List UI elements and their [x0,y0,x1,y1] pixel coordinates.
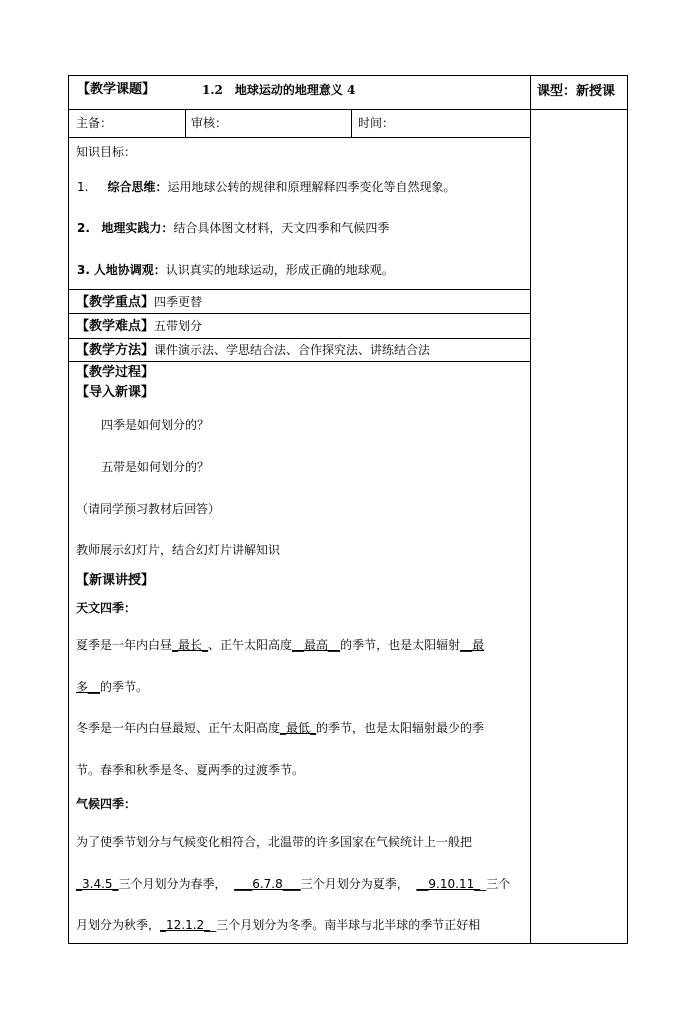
spring-text: 三个月划分为春季， [118,877,227,891]
summer-text-c: 、正午太阳高度 [208,638,293,652]
winter-text-c: 的季节，也是太阳辐射最少的季 [316,721,485,735]
lesson-title-label: 【教学课题】 [77,82,156,97]
difficult-bottom-border [68,338,530,339]
winter-text-a: 冬季是一年内白昼最短、正午太阳高度 [76,721,281,735]
summer-blank-highest: __最高__ [292,638,341,652]
review-field: 审核： [191,116,228,130]
autumn-months-blank: __9.10.11_ [416,877,481,891]
astronomical-seasons-title: 天文四季： [76,601,137,615]
difficult-point-row [76,318,202,335]
goal-2 [77,220,389,236]
climate-line-1: 为了使季节划分与气候变化相符合，北温带的许多国家在气候统计上一般把 [76,835,473,849]
intro-title: 【导入新课】 [76,385,155,400]
climate-line-3 [76,917,480,933]
summer-blank-longest: _最长_ [172,638,209,652]
summer-blank-most-cont: 多__ [76,680,101,694]
summer-text-h: 的季节。 [100,680,149,694]
summer-months-blank: ___6.7.8___ [234,877,301,891]
winter-line-2: 节。春季和秋季是冬、夏两季的过渡季节。 [76,763,305,777]
method-text: 课件演示法、学思结合法、合作探究法、讲练结合法 [154,343,431,357]
time-field: 时间： [358,116,395,130]
winter-text: _三个月划分为冬季。南半球与北半球的季节正好相 [210,918,481,932]
row2-divider-2 [351,109,352,137]
question-zones: 五带是如何划分的？ [101,460,210,474]
method-row [76,342,430,359]
climate-line-2 [76,876,510,892]
summer-line-2 [76,679,148,695]
spring-months-blank: _3.4.5_ [76,877,119,891]
row1-bottom-border [68,109,628,110]
goal-2-number: 2. [77,221,90,235]
key-point-label: 【教学重点】 [76,295,155,310]
teacher-note: 教师展示幻灯片，结合幻灯片讲解知识 [76,543,281,557]
new-lesson-title: 【新课讲授】 [76,573,155,588]
key-point-text: 四季更替 [154,295,203,309]
difficult-point-label: 【教学难点】 [76,319,155,334]
lesson-topic: 1.2 地球运动的地理意义 4 [202,83,356,97]
summer-blank-most: __最 [460,638,485,652]
autumn-text: _三个 [480,877,511,891]
main-right-border [530,75,531,944]
process-title: 【教学过程】 [76,365,155,380]
goal-1 [77,179,456,195]
goal-2-text: 结合具体图文材料，天文四季和气候四季 [173,221,390,235]
winter-blank-lowest: _最低_ [280,721,317,735]
author-field: 主备： [76,116,113,130]
autumn-text-2: 月划分为秋季， [76,918,161,932]
method-bottom-border [68,361,530,362]
summer-text-e: 的季节，也是太阳辐射 [340,638,461,652]
goal-3-text: 认识真实的地球运动，形成正确的地球观。 [165,263,394,277]
difficult-point-text: 五带划分 [154,319,203,333]
row2-divider-1 [185,109,186,137]
summer-text: 三个月划分为夏季， [300,877,409,891]
lesson-type: 课型：新授课 [537,84,616,99]
goal-3 [77,262,394,278]
preview-note: （请同学预习教材后回答） [76,502,221,516]
goal-2-label: 地理实践力： [101,221,174,235]
climate-seasons-title: 气候四季： [76,797,137,811]
summer-line-1 [76,637,484,653]
goal-3-number: 3. [77,263,90,277]
table-top-border [68,75,628,76]
table-bottom-border [68,943,628,944]
key-point-row [76,294,202,311]
summer-text-a: 夏季是一年内白昼 [76,638,173,652]
goal-3-label: 人地协调观： [93,263,166,277]
key-bottom-border [68,313,530,314]
row2-bottom-border [68,137,530,138]
goals-title: 知识目标： [76,145,137,159]
goal-1-text: 运用地球公转的规律和原理解释四季变化等自然现象。 [167,180,456,194]
table-left-border [68,75,69,944]
goal-1-label: 综合思维： [107,180,168,194]
winter-line-1 [76,720,484,736]
winter-months-blank: _12.1.2_ [160,918,211,932]
method-label: 【教学方法】 [76,343,155,358]
question-seasons: 四季是如何划分的？ [101,418,210,432]
goals-bottom-border [68,289,530,290]
table-right-border [627,75,628,944]
goal-1-number: 1. [77,180,89,194]
